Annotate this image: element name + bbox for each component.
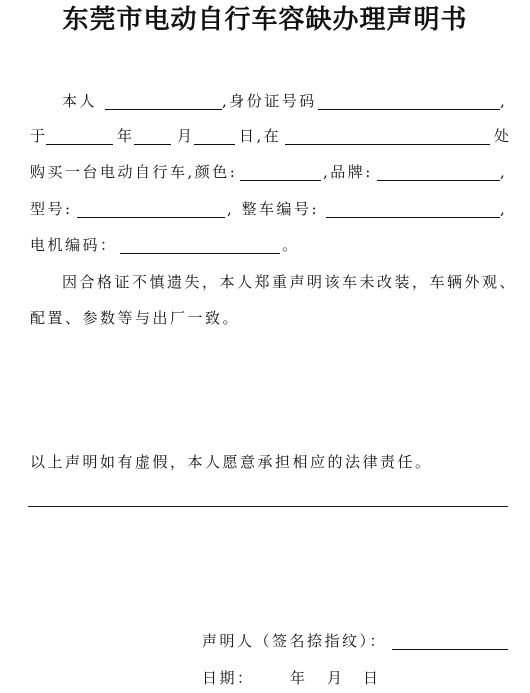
model-blank [77,199,225,218]
id-number-blank [318,91,500,110]
motor-number-blank [120,235,280,254]
date-label: 日期： [202,669,255,687]
place-suffix: 处 [494,127,512,145]
statement-line-2: 配置、参数等与出厂一致。 [30,309,241,327]
frame-number-label: , 整车编号: [227,200,320,218]
name-label: 本人 [62,92,98,110]
color-blank [240,162,321,181]
year-blank [46,126,113,145]
date-month-label: 月 [327,669,345,687]
name-blank [105,91,222,110]
owner-line-end: , [500,92,508,110]
brand-blank [377,162,500,181]
id-number-label: ,身份证号码 [222,92,317,110]
model-label: 型号: [30,200,73,218]
day-at-label: 日,在 [239,127,282,145]
motor-number-label: 电机编码： [30,236,118,254]
brand-label: ,品牌: [323,163,373,181]
signature-label: 声明人（签名捺指纹）： [202,632,388,650]
separator-line [28,506,508,507]
liability-statement: 以上声明如有虚假，本人愿意承担相应的法律责任。 [30,453,433,471]
vehicle-line-end: , [500,163,508,181]
year-label: 年 [117,127,135,145]
statement-line-1: 因合格证不慎遗失，本人郑重声明该车未改装，车辆外观、 [62,273,518,291]
day-blank [194,126,235,145]
motor-line-end: 。 [282,236,300,254]
document-title: 东莞市电动自行车容缺办理声明书 [62,5,468,35]
date-day-label: 日 [363,669,381,687]
model-line-end: , [500,200,508,218]
color-label: 购买一台电动自行车,颜色: [30,163,238,181]
month-label: 月 [177,127,195,145]
place-blank [285,126,490,145]
purchase-prefix: 于 [30,127,48,145]
month-blank [134,126,171,145]
frame-number-blank [326,199,500,218]
date-year-label: 年 [290,669,308,687]
signature-blank [392,631,508,650]
